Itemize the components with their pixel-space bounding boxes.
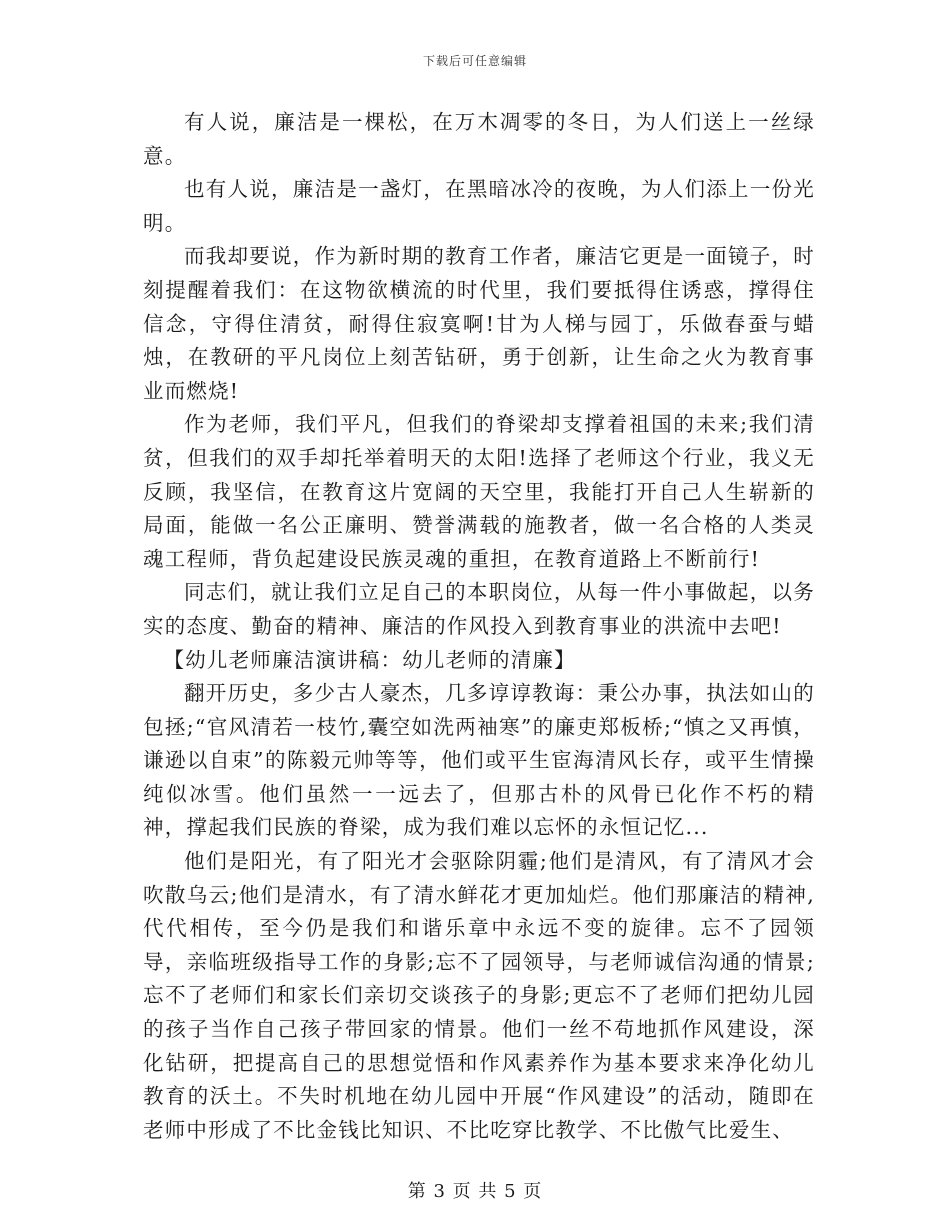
section-title: 【幼儿老师廉洁演讲稿：幼儿老师的清廉】	[163, 647, 576, 672]
page-number: 第 3 页 共 5 页	[407, 1181, 543, 1202]
paragraph-lamp: 也有人说，廉洁是一盏灯，在黑暗冰冷的夜晚，为人们添上一份光明。	[143, 177, 815, 235]
document-body	[143, 106, 815, 1147]
paragraph-teacher: 作为老师，我们平凡，但我们的脊梁却支撑着祖国的未来;我们清贫，但我们的双手却托举着明天的太阳!选择了老师这个行业，我义无反顾，我坚信，在教育这片宽阔的天空里，我能打开自己人生崭新的局面，能做一名公正廉明、赞誉满载的施教者，做一名合格的人类灵魂工程师，背负起建设民族灵魂的重担，在教育道路上不断前行!	[143, 412, 815, 571]
paragraph-sunshine: 他们是阳光，有了阳光才会驱除阴霾;他们是清风，有了清风才会吹散乌云;他们是清水，有了清水鲜花才更加灿烂。他们那廉洁的精神,代代相传，至今仍是我们和谐乐章中永远不变的旋律。忘不了园领导，亲临班级指导工作的身影;忘不了园领导，与老师诚信沟通的情景;忘不了老师们和家长们亲切交谈孩子的身影;更忘不了老师们把幼儿园的孩子当作自己孩子带回家的情景。他们一丝不苟地抓作风建设，深化钻研，把提高自己的思想觉悟和作风素养作为基本要求来净化幼儿教育的沃土。不失时机地在幼儿园中开展“作风建设”的活动，随即在老师中形成了不比金钱比知识、不比吃穿比教学、不比傲气比爱生、	[143, 849, 815, 1142]
paragraph-comrades: 同志们，就让我们立足自己的本职岗位，从每一件小事做起，以务实的态度、勤奋的精神、廉洁的作风投入到教育事业的洪流中去吧!	[143, 580, 815, 638]
paragraph-history: 翻开历史，多少古人豪杰，几多谆谆教诲：秉公办事，执法如山的包拯;“官风清若一枝竹,囊空如洗两袖寒”的廉吏郑板桥;“慎之又再慎，谦逊以自束”的陈毅元帅等等，他们或平生宦海清风长存，或平生情操纯似冰雪。他们虽然一一远去了，但那古朴的风骨已化作不朽的精神，撑起我们民族的脊梁，成为我们难以忘怀的永恒记忆...	[143, 681, 815, 840]
page-header-note: 下载后可任意编辑	[422, 54, 527, 68]
paragraph-mirror: 而我却要说，作为新时期的教育工作者，廉洁它更是一面镜子，时刻提醒着我们：在这物欲横流的时代里，我们要抵得住诱惑，撑得住信念，守得住清贫，耐得住寂寞啊!甘为人梯与园丁，乐做春蚕与蜡烛，在教研的平凡岗位上刻苦钻研，勇于创新，让生命之火为教育事业而燃烧!	[143, 244, 815, 403]
paragraph-pine: 有人说，廉洁是一棵松，在万木凋零的冬日，为人们送上一丝绿意。	[143, 110, 815, 168]
